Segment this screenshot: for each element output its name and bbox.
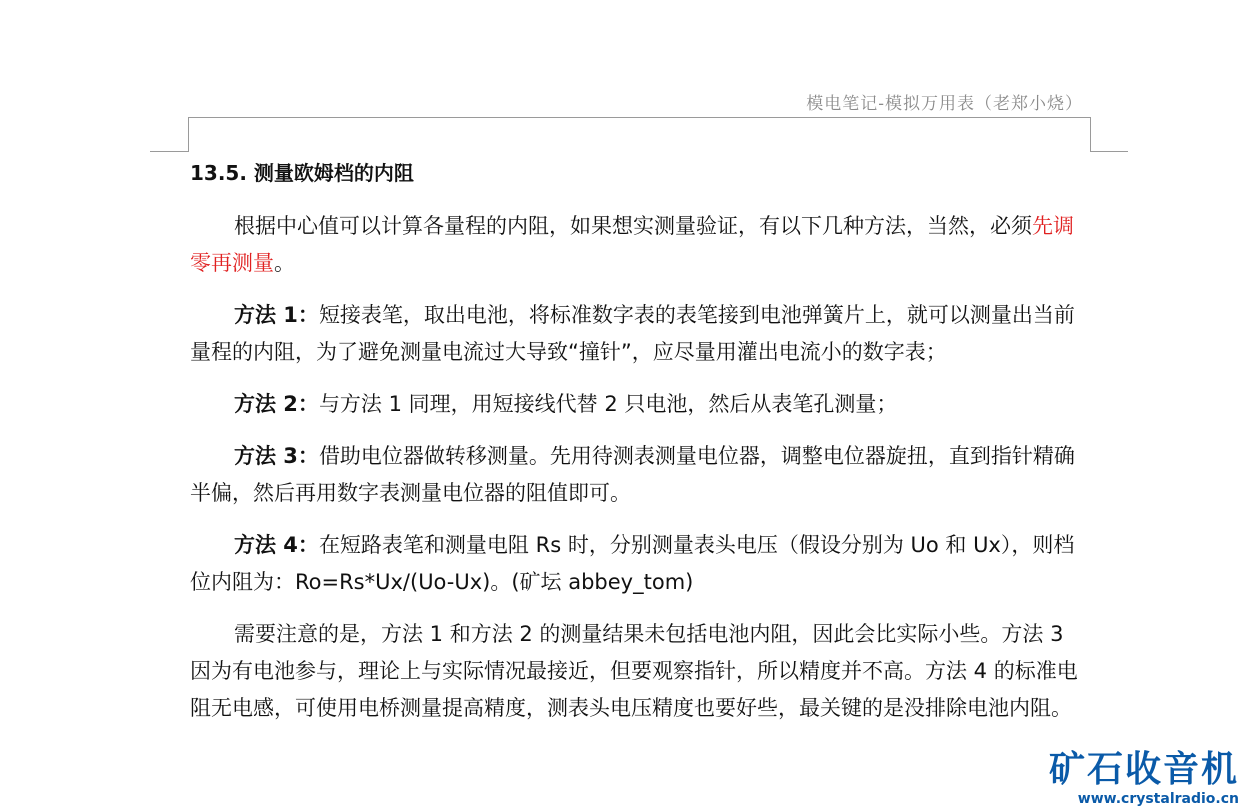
document-body — [190, 156, 1080, 742]
intro-text: 根据中心值可以计算各量程的内阻，如果想实测量验证，有以下几种方法，当然，必须 — [234, 214, 1032, 238]
method-4-label: 方法 4： — [234, 533, 319, 557]
watermark-url: www.crystalradio.cn — [1077, 791, 1239, 807]
intro-paragraph — [190, 208, 1080, 282]
method-3-text: 借助电位器做转移测量。先用待测表测量电位器，调整电位器旋扭，直到指针精确半偏，然后再用数字表测量电位器的阻值即可。 — [190, 444, 1075, 505]
method-2-paragraph — [190, 386, 1080, 423]
section-heading: 13.5. 测量欧姆档的内阻 — [190, 161, 414, 185]
method-1-paragraph — [190, 297, 1080, 371]
method-2-text: 与方法 1 同理，用短接线代替 2 只电池，然后从表笔孔测量； — [318, 392, 898, 416]
right-corner-vertical — [1090, 117, 1091, 152]
method-4-text: 在短路表笔和测量电阻 Rs 时，分别测量表头电压（假设分别为 Uo 和 Ux），则档位内阻为：Ro=Rs*Ux/(Uo-Ux)。(矿坛 abbey_tom) — [190, 533, 1075, 594]
method-1-label: 方法 1： — [234, 303, 319, 327]
note-paragraph: 需要注意的是，方法 1 和方法 2 的测量结果未包括电池内阻，因此会比实际小些。方法 3 因为有电池参与，理论上与实际情况最接近，但要观察指针，所以精度并不高。方法 4 的标准电阻无电感，可使用电桥测量提高精度，测表头电压精度也要好些，最关键的是没排除电池内阻。 — [190, 622, 1078, 720]
running-header: 模电笔记-模拟万用表（老郑小烧） — [806, 94, 1083, 114]
left-corner-vertical — [188, 117, 189, 152]
right-corner-horizontal — [1090, 151, 1128, 152]
method-3-label: 方法 3： — [234, 444, 319, 468]
watermark-logo — [1048, 741, 1239, 807]
watermark-name: 矿石收音机 — [1048, 749, 1239, 790]
left-corner-horizontal — [150, 151, 189, 152]
highlight-text: 先调零再测量 — [190, 214, 1074, 275]
method-2-label: 方法 2： — [234, 392, 319, 416]
method-1-text: 短接表笔，取出电池，将标准数字表的表笔接到电池弹簧片上，就可以测量出当前量程的内阻，为了避免测量电流过大导致“撞针”，应尽量用灌出电流小的数字表； — [190, 303, 1075, 364]
header-rule — [188, 117, 1091, 118]
intro-tail: 。 — [274, 251, 295, 275]
method-4-paragraph — [190, 527, 1080, 601]
method-3-paragraph — [190, 438, 1080, 512]
